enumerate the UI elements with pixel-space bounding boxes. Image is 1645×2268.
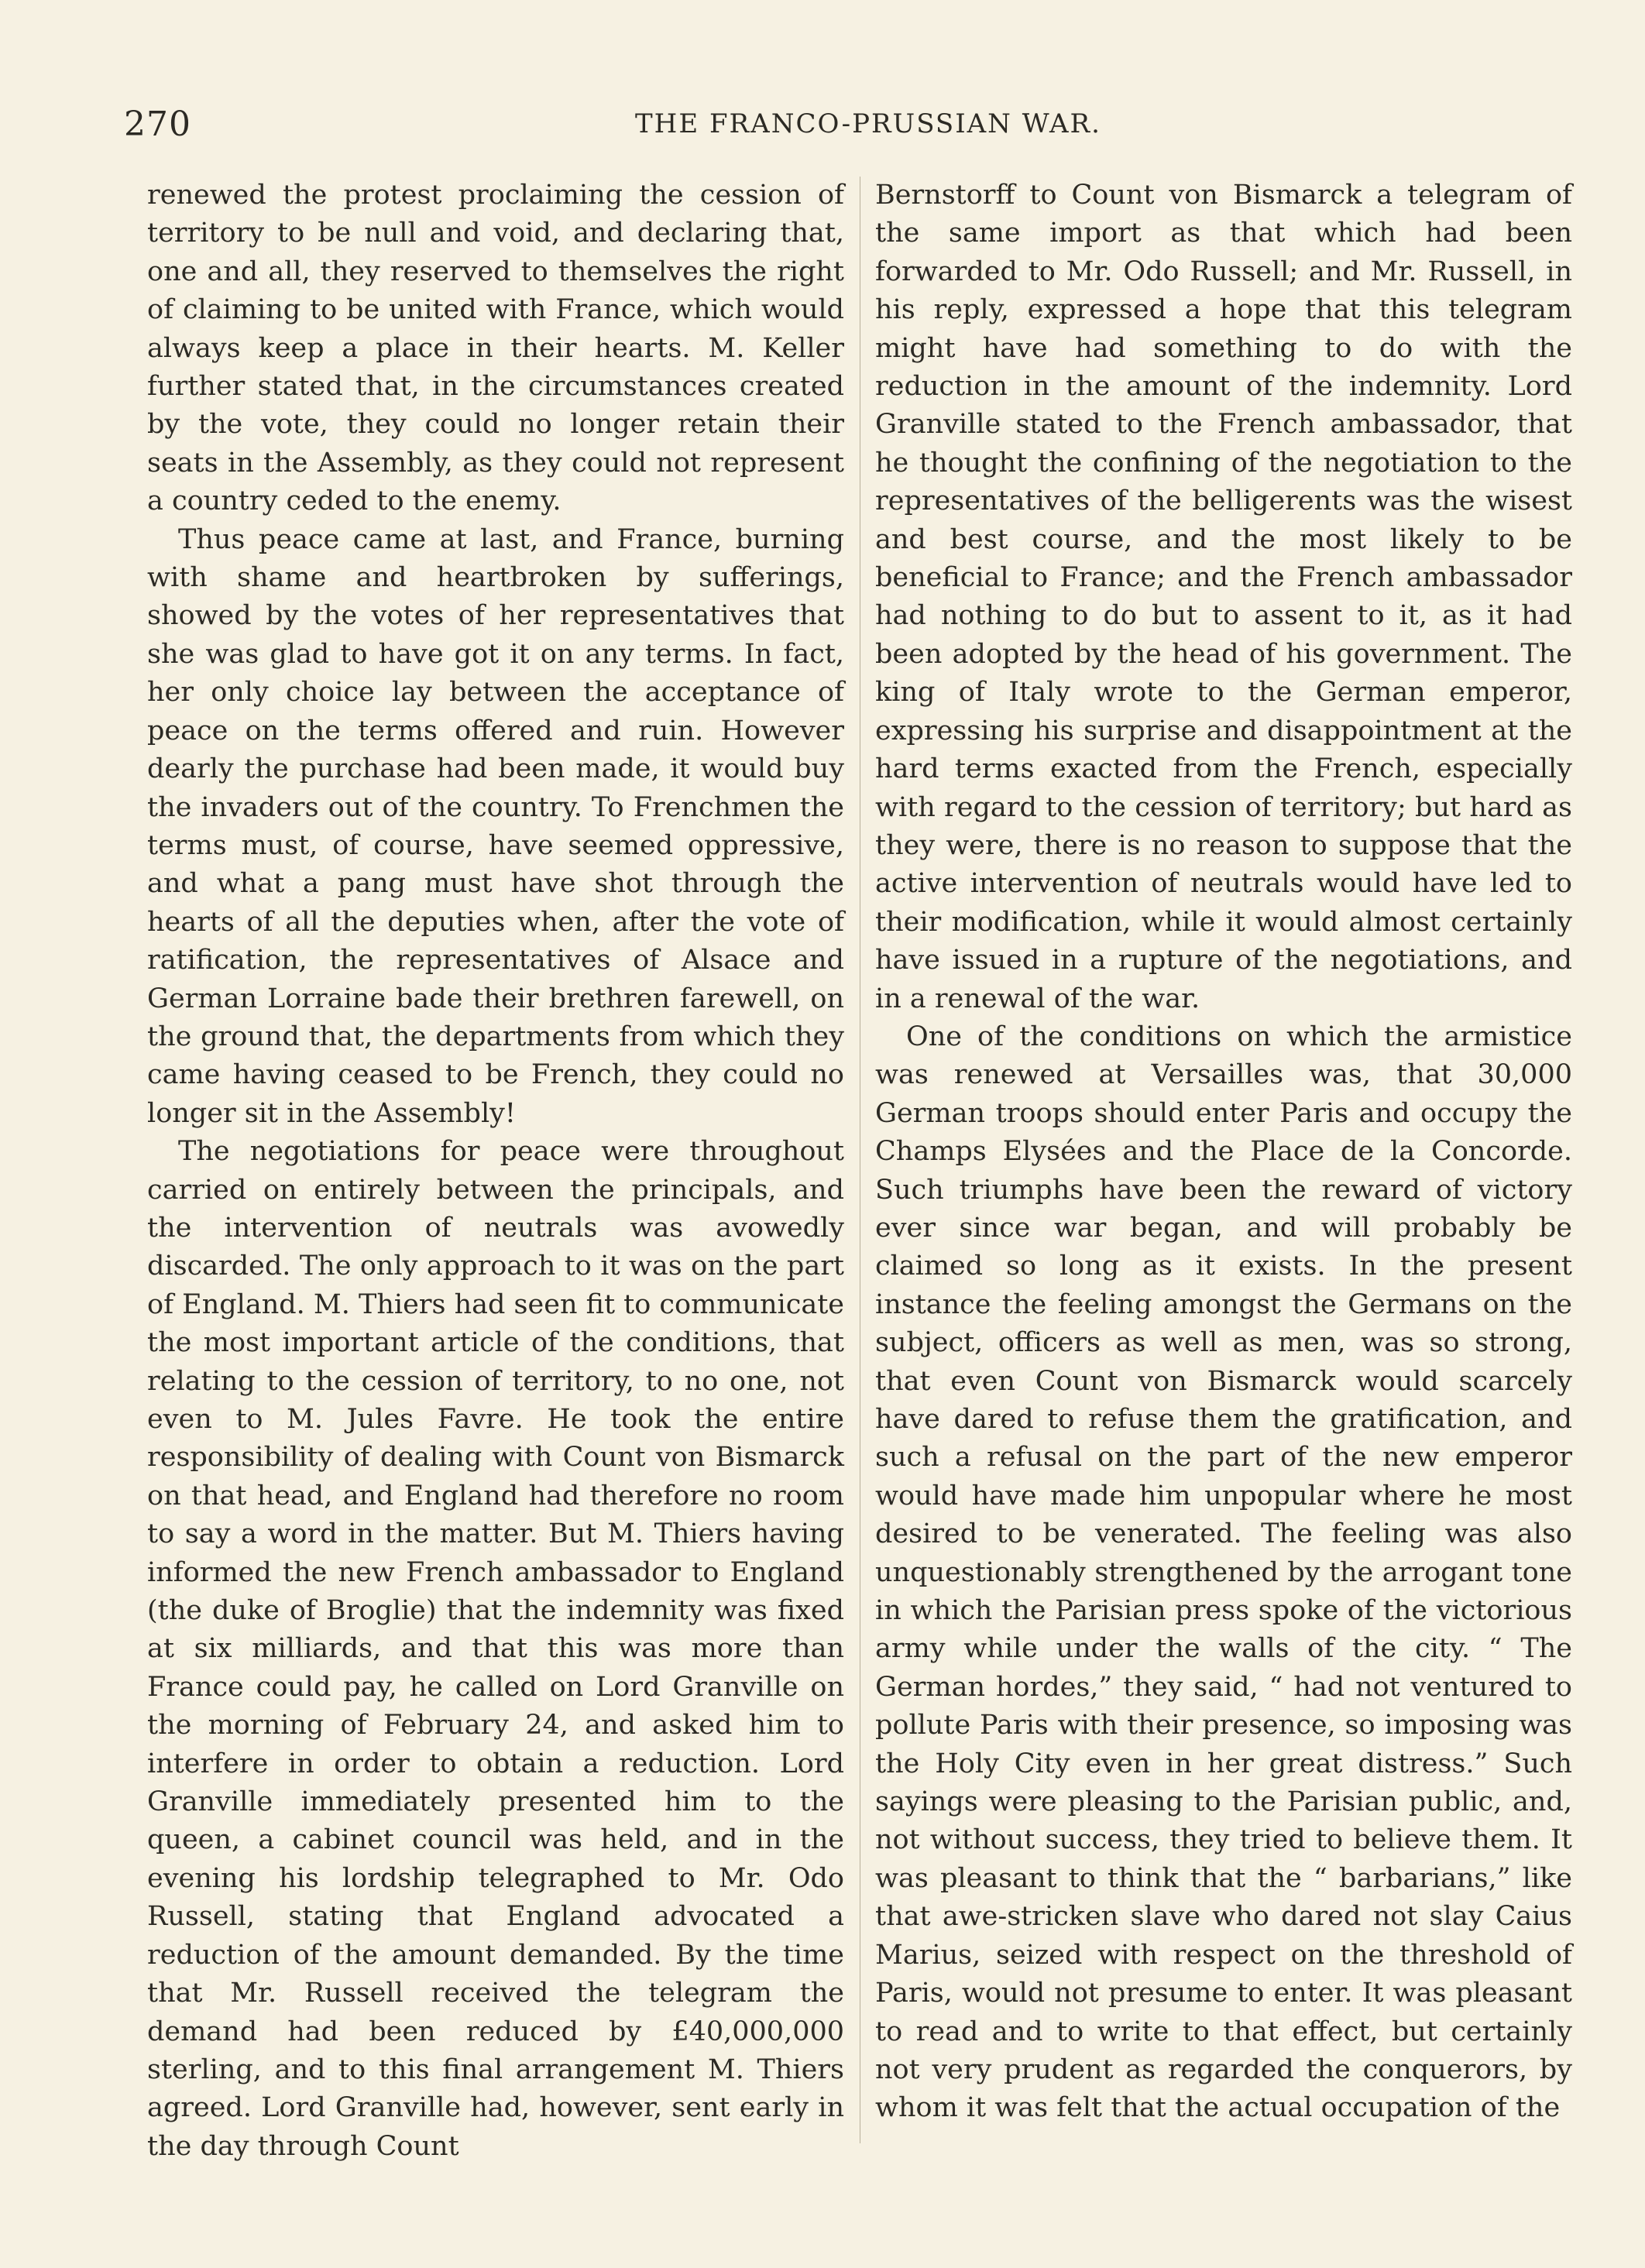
paragraph: Thus peace came at last, and France, burning with shame and heartbroken by sufferings, showed by the votes of her representatives that she was glad to have got it on any terms. In fact, her only choice lay between the acceptance of peace on the terms offered and ruin. However dearly the purchase had been made, it would buy the invaders out of the country. To Frenchmen the terms must, of course, have seemed oppressive, and what a pang must have shot through the hearts of all the deputies when, after the vote of ratification, the representatives of Alsace and German Lorraine bade their brethren farewell, on the ground that, the departments from which they came having ceased to be French, they could no longer sit in the Assembly! (147, 523, 844, 1129)
right-column (875, 177, 1572, 2128)
paragraph: One of the conditions on which the armistice was renewed at Versailles was, that 30,000 German troops should enter Paris and occupy the Champs Elysées and the Place de la Concorde. Such triumphs have been the reward of victory ever since war began, and will probably be claimed so long as it exists. In the present instance the feeling amongst the Germans on the subject, officers as well as men, was so strong, that even Count von Bismarck would scarcely have dared to refuse them the gratification, and such a refusal on the part of the new emperor would have made him unpopular where he most desired to be venerated. The feeling was also unquestionably strengthened by the arrogant tone in which the Parisian press spoke of the victorious army while under the walls of the city. “ The German hordes,” they said, “ had not ventured to pollute Paris with their presence, so imposing was the Holy City even in her great distress.” Such sayings were pleasing to the Parisian public, and, not without success, they tried to believe them. It was pleasant to think that the “ barbarians,” like that awe-stricken slave who dared not slay Caius Marius, seized with respect on the threshold of Paris, would not presume to enter. It was pleasant to read and to write to that effect, but certainly not very prudent as regarded the conquerors, by whom it was felt that the actual occupation of the (875, 1021, 1572, 2124)
running-title: THE FRANCO-PRUSSIAN WAR. (635, 108, 1101, 139)
paragraph: The negotiations for peace were throughout carried on entirely between the principals, and the intervention of neutrals was avowedly discarded. The only approach to it was on the part of England. M. Thiers had seen fit to communicate the most important article of the conditions, that relating to the cession of territory, to no one, not even to M. Jules Favre. He took the entire responsibility of dealing with Count von Bismarck on that head, and England had therefore no room to say a word in the matter. But M. Thiers having informed the new French ambassador to England (the duke of Broglie) that the indemnity was fixed at six milliards, and that this was more than France could pay, he called on Lord Granville on the morning of February 24, and asked him to interfere in order to obtain a reduction. Lord Granville immediately presented him to the queen, a cabinet council was held, and in the evening his lordship telegraphed to Mr. Odo Russell, stating that England advocated a reduction of the amount demanded. By the time that Mr. Russell received the telegram the demand had been reduced by £40,000,000 sterling, and to this final arrangement M. Thiers agreed. Lord Granville had, however, sent early in the day through Count (147, 1136, 844, 2162)
left-column (147, 177, 844, 2166)
paragraph: renewed the protest proclaiming the cession of territory to be null and void, and declaring that, one and all, they reserved to themselves the right of claiming to be united with France, which would always keep a place in their hearts. M. Keller further stated that, in the circumstances created by the vote, they could no longer retain their seats in the Assembly, as they could not represent a country ceded to the enemy. (147, 180, 844, 517)
paragraph: Bernstorff to Count von Bismarck a telegram of the same import as that which had been forwarded to Mr. Odo Russell; and Mr. Russell, in his reply, expressed a hope that this telegram might have had something to do with the reduction in the amount of the indemnity. Lord Granville stated to the French ambassador, that he thought the confining of the negotiation to the representatives of the belligerents was the wisest and best course, and the most likely to be beneficial to France; and the French ambassador had nothing to do but to assent to it, as it had been adopted by the head of his government. The king of Italy wrote to the German emperor, expressing his surprise and disappointment at the hard terms exacted from the French, especially with regard to the cession of territory; but hard as they were, there is no reason to suppose that the active intervention of neutrals would have led to their modification, while it would almost certainly have issued in a rupture of the negotiations, and in a renewal of the war. (875, 180, 1572, 1014)
page-number: 270 (124, 105, 191, 144)
